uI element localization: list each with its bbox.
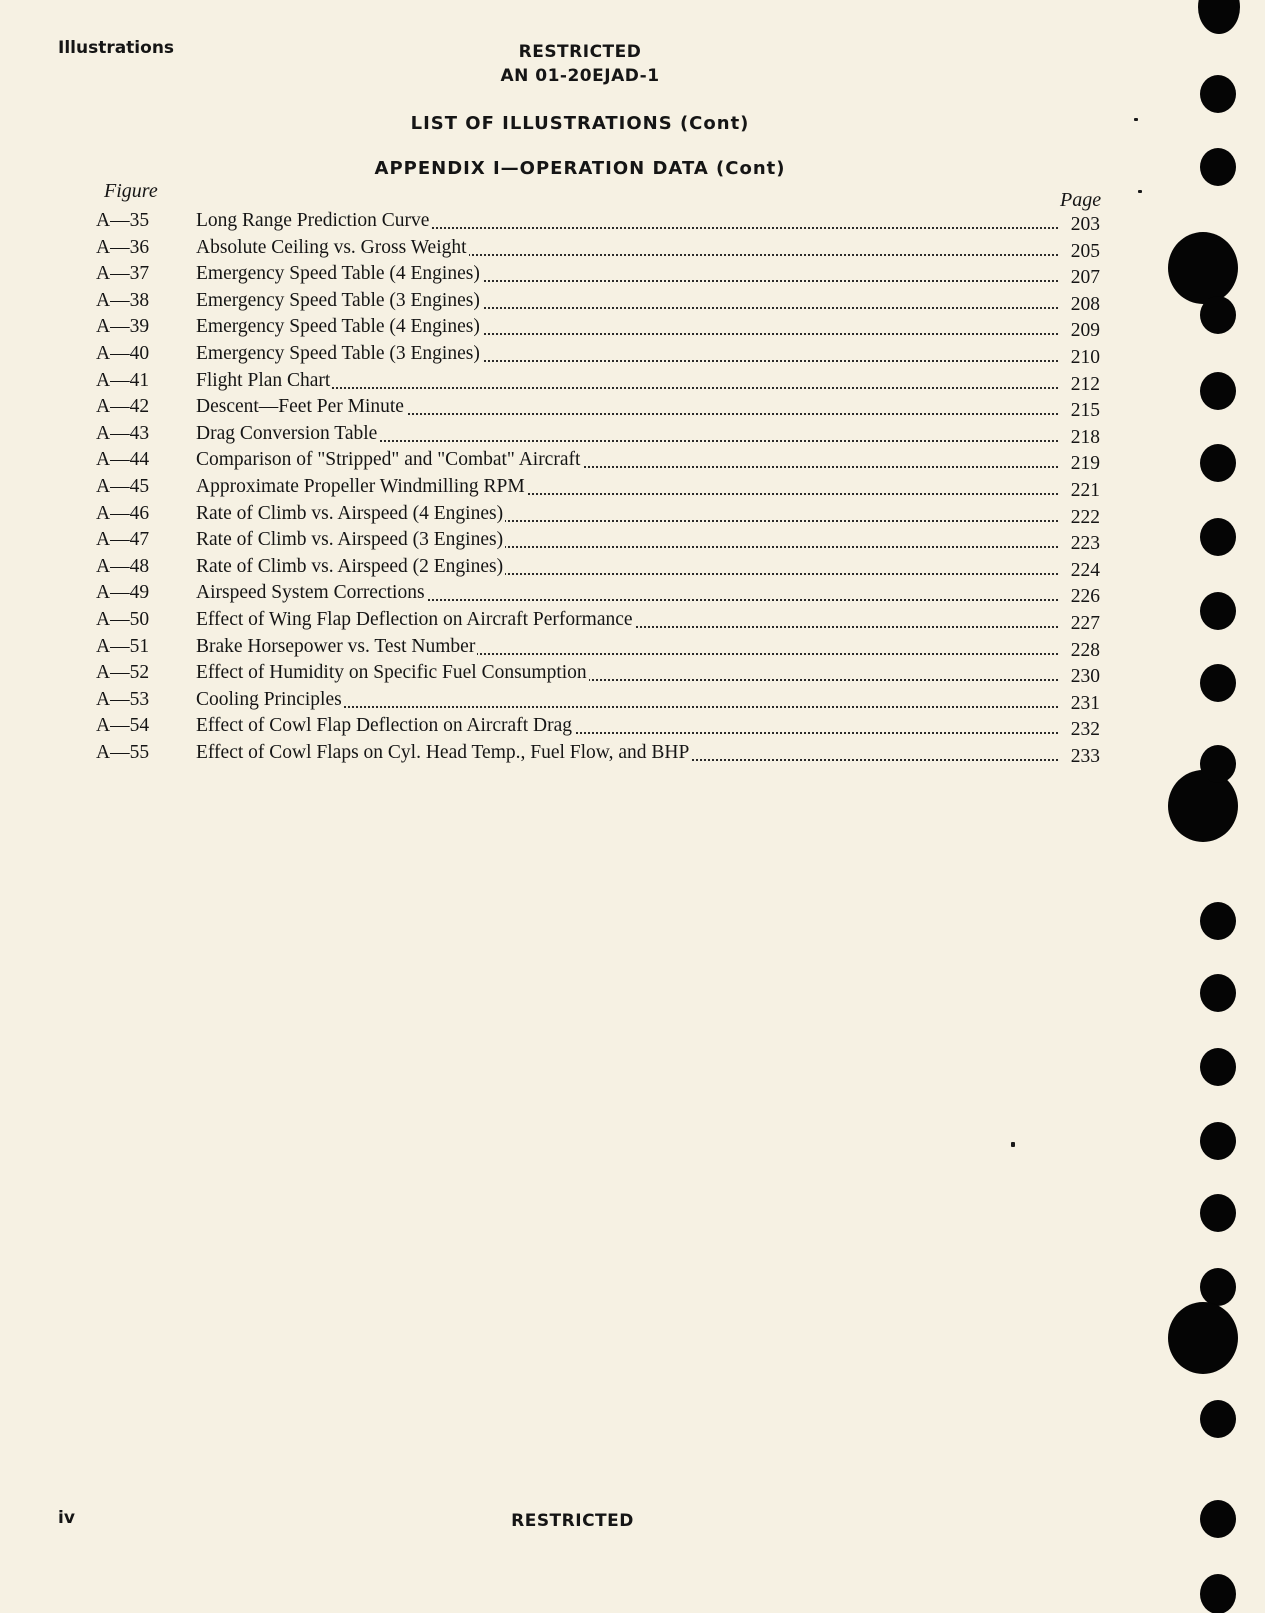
list-item <box>96 554 1100 581</box>
figure-title: Comparison of "Stripped" and "Combat" Aircraft <box>196 449 581 471</box>
list-item <box>96 447 1100 474</box>
figure-title: Emergency Speed Table (4 Engines) <box>196 316 480 338</box>
punch-hole <box>1200 518 1236 556</box>
figure-title: Drag Conversion Table <box>196 422 378 444</box>
figure-number: A—47 <box>96 529 150 551</box>
list-item <box>96 687 1100 714</box>
entry-title-container <box>196 447 1058 473</box>
page-column-header: Page <box>1060 189 1102 211</box>
figure-title: Effect of Humidity on Specific Fuel Consumption <box>196 662 587 684</box>
figure-title: Rate of Climb vs. Airspeed (2 Engines) <box>196 555 504 577</box>
entry-title-container <box>196 341 1058 367</box>
figure-number: A—36 <box>96 236 150 258</box>
page-number: 207 <box>1070 267 1100 289</box>
punch-hole <box>1168 1302 1238 1374</box>
entry-title-container <box>196 474 1058 500</box>
punch-hole <box>1200 75 1236 113</box>
figure-number: A—45 <box>96 475 150 497</box>
list-item <box>96 261 1100 288</box>
entry-title-container <box>196 261 1058 287</box>
entry-title-container <box>196 421 1058 447</box>
punch-hole <box>1200 148 1236 186</box>
figure-title: Long Range Prediction Curve <box>196 210 430 231</box>
page-number: 209 <box>1070 320 1100 342</box>
figure-number: A—35 <box>96 210 150 231</box>
entry-title-container <box>196 713 1058 739</box>
figure-title: Airspeed System Corrections <box>196 582 425 604</box>
list-item <box>96 474 1100 501</box>
figure-number: A—38 <box>96 289 150 311</box>
entry-title-container <box>196 208 1058 234</box>
entry-title-container <box>196 368 1058 394</box>
figure-title: Brake Horsepower vs. Test Number <box>196 635 476 657</box>
entry-title-container <box>196 660 1058 686</box>
appendix-title: APPENDIX I—OPERATION DATA (Cont) <box>374 158 786 179</box>
entry-title-container <box>196 554 1058 580</box>
figure-title: Effect of Cowl Flaps on Cyl. Head Temp., Fuel Flow, and BHP <box>196 741 690 763</box>
page-number: 212 <box>1070 373 1100 395</box>
scan-speck <box>1134 118 1138 121</box>
page-number: 218 <box>1070 426 1100 448</box>
figure-number: A—43 <box>96 422 150 444</box>
list-item <box>96 713 1100 740</box>
punch-hole <box>1200 745 1236 783</box>
page-number: 208 <box>1070 293 1100 315</box>
entry-title-container <box>196 687 1058 713</box>
punch-hole <box>1200 1500 1236 1538</box>
entry-title-container <box>196 314 1058 340</box>
footer-page-number: iv <box>58 1508 75 1528</box>
entry-title-container <box>196 634 1058 660</box>
figure-title: Descent—Feet Per Minute <box>196 396 404 418</box>
list-item <box>96 235 1100 262</box>
page-number: 233 <box>1070 745 1100 767</box>
illustrations-list <box>96 208 1100 766</box>
page-number: 205 <box>1070 240 1100 262</box>
entry-title-container <box>196 740 1058 766</box>
punch-hole <box>1200 1574 1236 1613</box>
figure-number: A—41 <box>96 369 150 391</box>
section-label: Illustrations <box>58 38 175 58</box>
figure-title: Absolute Ceiling vs. Gross Weight <box>196 236 467 258</box>
page-number: 219 <box>1070 453 1100 475</box>
page-number: 231 <box>1070 692 1100 714</box>
footer-classification: RESTRICTED <box>511 1511 634 1531</box>
punch-hole <box>1198 0 1240 34</box>
figure-title: Flight Plan Chart <box>196 369 331 391</box>
list-item <box>96 740 1100 767</box>
header-classification: RESTRICTED <box>518 42 642 62</box>
punch-hole <box>1200 902 1236 940</box>
list-item <box>96 607 1100 634</box>
figure-number: A—42 <box>96 396 150 418</box>
page-number: 228 <box>1070 639 1100 661</box>
page-number: 223 <box>1070 533 1100 555</box>
figure-number: A—39 <box>96 316 150 338</box>
figure-title: Cooling Principles <box>196 688 342 710</box>
entry-title-container <box>196 501 1058 527</box>
list-item <box>96 660 1100 687</box>
punch-hole <box>1200 1048 1236 1086</box>
figure-title: Effect of Wing Flap Deflection on Aircraft Performance <box>196 608 633 630</box>
entry-title-container <box>196 288 1058 314</box>
figure-title: Rate of Climb vs. Airspeed (3 Engines) <box>196 529 504 551</box>
punch-hole <box>1200 296 1236 334</box>
list-item <box>96 288 1100 315</box>
punch-hole <box>1200 974 1236 1012</box>
punch-hole <box>1168 232 1238 304</box>
entry-title-container <box>196 235 1058 261</box>
figure-number: A—52 <box>96 662 150 684</box>
figure-title: Emergency Speed Table (4 Engines) <box>196 263 480 285</box>
page-number: 230 <box>1070 666 1100 688</box>
figure-title: Emergency Speed Table (3 Engines) <box>196 289 480 311</box>
list-item <box>96 421 1100 448</box>
list-item <box>96 527 1100 554</box>
list-item <box>96 501 1100 528</box>
entry-title-container <box>196 607 1058 633</box>
punch-hole <box>1200 592 1236 630</box>
figure-title: Approximate Propeller Windmilling RPM <box>196 475 525 497</box>
punch-hole <box>1200 664 1236 702</box>
figure-number: A—53 <box>96 688 150 710</box>
punch-hole <box>1200 444 1236 482</box>
figure-title: Rate of Climb vs. Airspeed (4 Engines) <box>196 502 504 524</box>
punch-hole <box>1200 1268 1236 1306</box>
list-item <box>96 394 1100 421</box>
figure-number: A—37 <box>96 263 150 285</box>
list-title: LIST OF ILLUSTRATIONS (Cont) <box>410 113 750 134</box>
page-number: 226 <box>1070 586 1100 608</box>
figure-title: Effect of Cowl Flap Deflection on Aircraft Drag <box>196 715 572 737</box>
list-item <box>96 208 1100 235</box>
list-item <box>96 314 1100 341</box>
figure-column-header: Figure <box>104 180 158 202</box>
page-number: 215 <box>1070 400 1100 422</box>
figure-number: A—55 <box>96 741 150 763</box>
list-item <box>96 341 1100 368</box>
page-number: 232 <box>1070 719 1100 741</box>
list-item <box>96 368 1100 395</box>
punch-hole <box>1200 1194 1236 1232</box>
page-number: 222 <box>1070 506 1100 528</box>
figure-number: A—46 <box>96 502 150 524</box>
list-item <box>96 580 1100 607</box>
figure-number: A—54 <box>96 715 150 737</box>
entry-title-container <box>196 394 1058 420</box>
punch-hole <box>1200 372 1236 410</box>
figure-number: A—40 <box>96 342 150 364</box>
page-number: 203 <box>1070 214 1100 235</box>
entry-title-container <box>196 580 1058 606</box>
figure-title: Emergency Speed Table (3 Engines) <box>196 342 480 364</box>
list-item <box>96 634 1100 661</box>
page-number: 221 <box>1070 479 1100 501</box>
punch-hole <box>1168 770 1238 842</box>
scan-speck <box>1138 190 1142 193</box>
figure-number: A—50 <box>96 608 150 630</box>
figure-number: A—51 <box>96 635 150 657</box>
page-number: 210 <box>1070 346 1100 368</box>
figure-number: A—48 <box>96 555 150 577</box>
scan-speck <box>1011 1142 1015 1147</box>
page-number: 224 <box>1070 559 1100 581</box>
document-number: AN 01-20EJAD-1 <box>500 66 660 86</box>
figure-number: A—49 <box>96 582 150 604</box>
punch-hole <box>1200 1400 1236 1438</box>
figure-number: A—44 <box>96 449 150 471</box>
punch-hole <box>1200 1122 1236 1160</box>
entry-title-container <box>196 527 1058 553</box>
page-number: 227 <box>1070 612 1100 634</box>
